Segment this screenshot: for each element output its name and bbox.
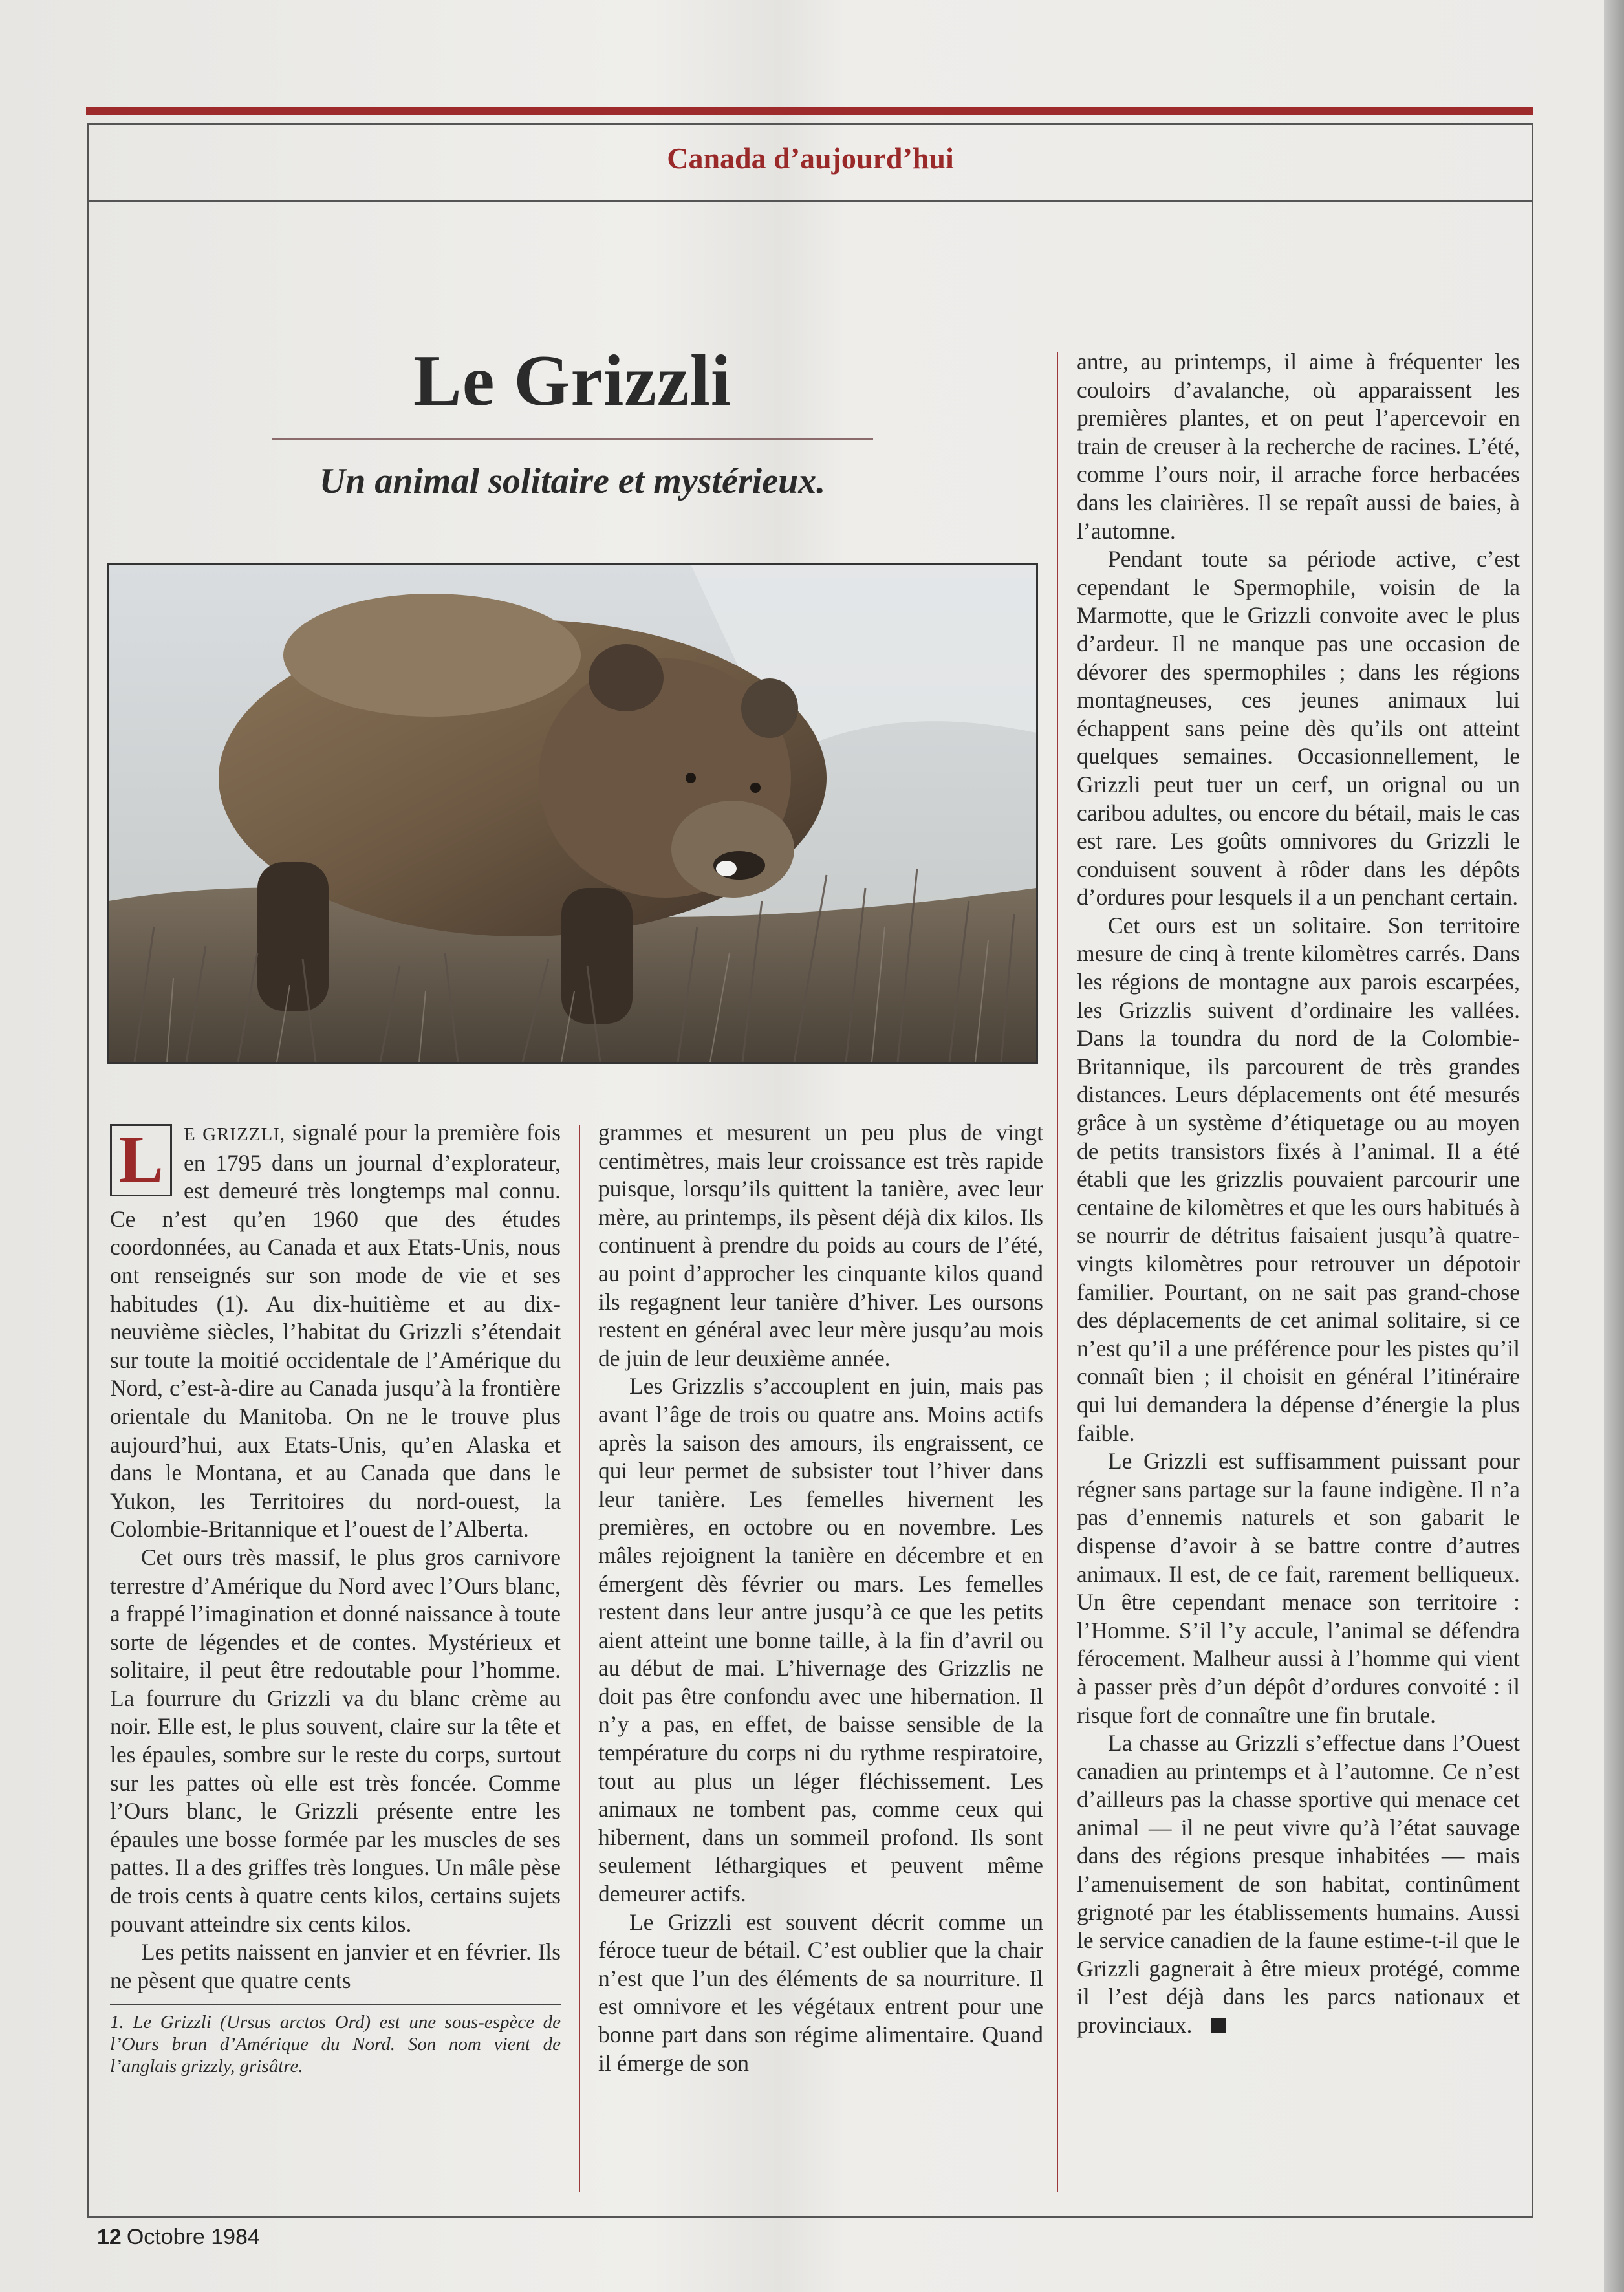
article-column-3	[1077, 348, 1520, 2040]
issue-date: Octobre 1984	[126, 2225, 260, 2249]
end-mark-icon	[1211, 2018, 1226, 2033]
grizzly-bear-photo	[107, 563, 1038, 1064]
section-header: Canada d’aujourd’hui	[667, 142, 954, 175]
page-footer	[97, 2225, 260, 2250]
paragraph-6: Le Grizzli est souvent décrit comme un féroce tueur de bétail. C’est oublier que la chair n’est que l’un des éléments de sa nourriture. Il est omnivore et les végétaux entrent pour une bonne part dans son régime alimentaire. Quand il émerge de son	[598, 1908, 1043, 2076]
paragraph-11	[1077, 1729, 1520, 2040]
paragraph-11-text: La chasse au Grizzli s’effectue dans l’Ouest canadien au printemps et à l’automne. Ce n’est d’ailleurs pas la chasse sportive qui menace cet animal — il ne peut vivre qu’à l’état sauvage dans des régions presque inhabitées — mais l’amenuisement de son habitat, continûment grignoté par les établissements humains. Aussi le service canadien de la faune estime-t-il que le Grizzli gagnerait à être mieux protégé, comme il l’est déjà dans les parcs nationaux et provinciaux.	[1077, 1730, 1520, 2038]
header-divider	[87, 200, 1533, 202]
paragraph-1	[110, 1119, 561, 1544]
paragraph-2: Cet ours très massif, le plus gros carnivore terrestre d’Amérique du Nord avec l’Ours blanc, a frappé l’imagination et donné naissance à toute sorte de légendes et de contes. Mystérieux et solitaire, il peut être redoutable pour l’homme. La fourrure du Grizzli va du blanc crème au noir. Elle est, le plus souvent, claire sur la tête et les épaules, sombre sur le reste du corps, surtout sur les pattes où elle est très foncée. Comme l’Ours blanc, le Grizzli présente entre les épaules une bosse formée par les muscles de ses pattes. Il a des griffes très longues. Un mâle pèse de trois cents à quatre cents kilos, certains sujets pouvant atteindre six cents kilos.	[110, 1544, 561, 1937]
page-edge-shadow	[1604, 0, 1624, 2292]
column-divider-1	[579, 1125, 580, 2192]
title-underline	[272, 438, 873, 440]
article-column-2	[598, 1119, 1043, 2077]
header-red-rule	[86, 107, 1533, 115]
column-divider-2	[1057, 352, 1058, 2192]
lead-smallcaps: E GRIZZLI,	[184, 1124, 286, 1145]
paragraph-9: Cet ours est un solitaire. Son territoire mesure de cinq à trente kilomètres carrés. Dans les régions de montagne aux parois escarpées, les Grizzlis suivent d’ordinaire les vallées. Dans la toundra du nord de la Colombie-Britannique, ils parcourent de très grandes distances. Leurs déplacements ont été mesurés grâce à un système d’étiquetage ou au moyen de petits transistors fixés à l’animal. Il a été établi que les grizzlis pouvaient parcourir une centaine de kilomètres et que les ours habitués à se nourrir de détritus faisaient jusqu’à quatre-vingts kilomètres pour retrouver un dépotoir familier. Pourtant, on ne sait pas grand-chose des déplacements de cet animal solitaire, si ce n’est qu’il a une préférence pour les pistes qu’il connaît bien ; il choisit en général l’itinéraire qui lui demandera la dépense d’énergie la plus faible.	[1077, 912, 1520, 1446]
article-subtitle: Un animal solitaire et mystérieux.	[319, 461, 826, 501]
article-column-1	[110, 1119, 561, 2077]
drop-cap: L	[110, 1124, 172, 1196]
paragraph-3: Les petits naissent en janvier et en février. Ils ne pèsent que quatre cents	[110, 1939, 561, 1993]
article-title: Le Grizzli	[413, 341, 731, 421]
paragraph-1-text: signalé pour la première fois en 1795 dans un journal d’explorateur, est demeuré très longtemps mal connu. Ce n’est qu’en 1960 que des études coordonnées, au Canada et aux Etats-Unis, nous ont renseignés sur son mode de vie et ses habitudes (1). Au dix-huitième et au dix-neuvième siècles, l’habitat du Grizzli s’étendait sur toute la moitié occidentale de l’Amérique du Nord, c’est-à-dire au Canada jusqu’à la frontière orientale du Manitoba. On ne le trouve plus aujourd’hui, aux Etats-Unis, qu’en Alaska et dans le Montana, et au Canada que dans le Yukon, les Territoires du nord-ouest, la Colombie-Britannique et l’ouest de l’Alberta.	[110, 1119, 561, 1542]
paragraph-10: Le Grizzli est suffisamment puissant pour régner sans partage sur la faune indigène. Il n’a pas d’ennemis naturels et son gabarit le dispense d’avoir à se battre contre d’autres animaux. Il est, de ce fait, rarement belliqueux. Un être cependant menace son territoire : l’Homme. S’il l’y accule, l’animal se défendra férocement. Malheur aussi à l’homme qui vient à passer près d’un dépôt d’ordures convoité : il risque fort de connaître une fin brutale.	[1077, 1448, 1520, 1728]
footnote-rule	[110, 2004, 561, 2005]
paragraph-4: grammes et mesurent un peu plus de vingt centimètres, mais leur croissance est très rapide puisque, lorsqu’ils quittent la tanière, avec leur mère, au printemps, ils pèsent déjà dix kilos. Ils continuent à prendre du poids au cours de l’été, au point d’approcher les cinquante kilos quand ils regagnent leur tanière d’hiver. Les oursons restent en général avec leur mère jusqu’au mois de juin de leur deuxième année.	[598, 1119, 1043, 1371]
page-number: 12	[97, 2225, 122, 2249]
paragraph-7: antre, au printemps, il aime à fréquenter les couloirs d’avalanche, où apparaissent les premières plantes, et on peut l’apercevoir en train de creuser à la recherche de racines. L’été, comme l’ours noir, il arrache force herbacées dans les clairières. Il se repaît aussi de baies, à l’automne.	[1077, 349, 1520, 544]
paragraph-8: Pendant toute sa période active, c’est cependant le Spermophile, voisin de la Marmotte, que le Grizzli convoite avec le plus d’ardeur. Il ne manque pas une occasion de dévorer des spermophiles ; dans les régions montagneuses, ces jeunes animaux lui échappent sans peine dès qu’ils ont atteint quelques semaines. Occasionnellement, le Grizzli peut tuer un cerf, un orignal ou un caribou adultes, ou encore du bétail, mais le cas est rare. Les goûts omnivores du Grizzli le conduisent souvent à rôder dans les dépôts d’ordures pour lesquels il a un penchant certain.	[1077, 546, 1520, 911]
paragraph-5: Les Grizzlis s’accouplent en juin, mais pas avant l’âge de trois ou quatre ans. Moins actifs après la saison des amours, ils engraissent, ce qui leur permet de subsister tout l’hiver dans leur tanière. Les femelles hivernent les premières, en octobre ou en novembre. Les mâles rejoignent la tanière en décembre et en émergent dès février ou mars. Les femelles restent dans leur antre jusqu’à ce que les petits aient atteint une bonne taille, à la fin d’avril ou au début de mai. L’hivernage des Grizzlis ne doit pas être confondu avec une hibernation. Il n’y a pas, en effet, de baisse sensible de la température du corps ni du rythme respiratoire, tout au plus un léger fléchissement. Les animaux ne tombent pas, comme ceux qui hibernent, dans un sommeil profond. Ils sont seulement léthargiques et peuvent même demeurer actifs.	[598, 1373, 1043, 1907]
footnote: 1. Le Grizzli (Ursus arctos Ord) est une sous-espèce de l’Ours brun d’Amérique du Nord. Son nom vient de l’anglais grizzly, grisâtre.	[110, 2012, 561, 2077]
